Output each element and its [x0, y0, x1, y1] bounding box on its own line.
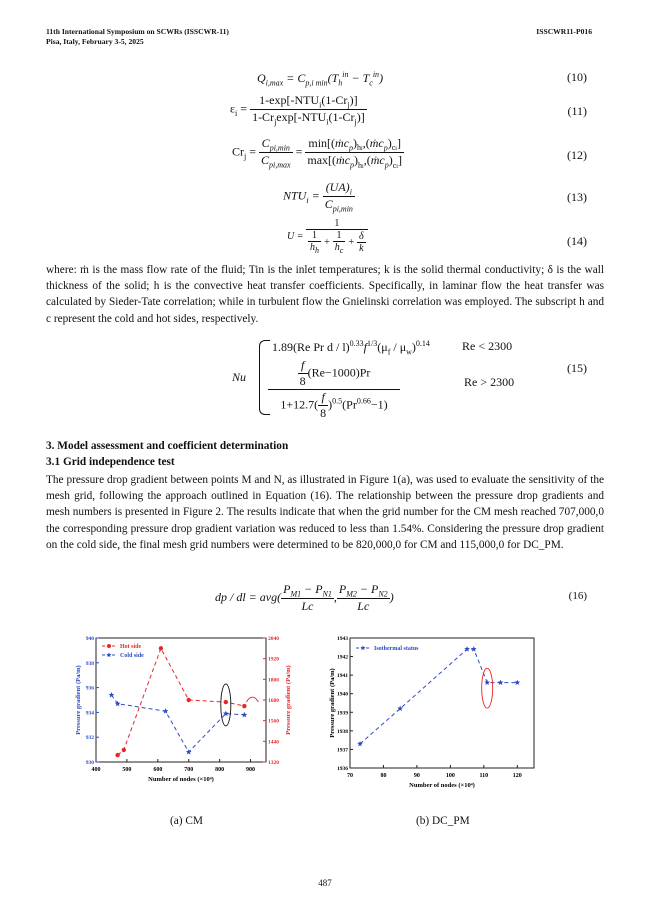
- eq15-case1-condition: Re < 2300: [462, 339, 513, 353]
- eq11-denominator: 1-Cr: [252, 110, 275, 125]
- y-right-tick-label: 1560: [268, 718, 279, 725]
- eq15-number: (15): [567, 361, 587, 375]
- hot-side-point: [224, 700, 228, 704]
- annotation-ellipse: [221, 684, 231, 726]
- eq15-case1: 1.89(Re Pr d / $l)^{0.33}f^{1/3}(\mu_f / \mu_w)^{0.14}$: [272, 339, 430, 357]
- annotation-ellipse: [482, 668, 493, 708]
- isothermal-point: [498, 680, 504, 685]
- y-left-tick-label: 940: [85, 636, 94, 642]
- paragraph-nomenclature: where: ṁ is the mass flow rate of the fluid; Tin is the inlet temperatures; k is the solid thermal conductivity; δ is the wall thickness of the solid; h is the convective heat transfer coefficients. Specifically, in laminar flow the heat transfer was calculated by Sieder-Tate correlation; while in turbulent flow the Gnielinski correlation was employed. The subscript h and c represent the cold and hot sides, respectively.: [46, 264, 604, 325]
- eq16-lhs: dp / dl = avg(: [215, 589, 282, 604]
- y-right-tick-label: 1680: [268, 698, 279, 704]
- y-tick-label: 1941: [337, 673, 348, 680]
- eq13-denominator: C: [324, 197, 333, 212]
- y-axis-label: Pressure gradient (Pa/m): [329, 668, 336, 738]
- eq16-body: dp / dl = avg( $\frac{P_{M1} - P_{N1}}{Lc}$ , $\frac{P_{M2} - P_{N2}}{Lc}$ ): [215, 582, 394, 614]
- plot-frame: [350, 638, 534, 768]
- x-tick-label: 120: [512, 773, 522, 779]
- x-tick-label: 800: [215, 767, 225, 773]
- x-tick-label: 500: [122, 767, 132, 773]
- section-3-1-heading: 3.1 Grid independence test: [46, 456, 175, 468]
- x-axis-label: Number of nodes (×10⁴): [148, 776, 214, 783]
- eq14-number: (14): [567, 234, 587, 248]
- cold-side-point: [186, 749, 192, 754]
- y-right-tick-label: 1920: [268, 656, 279, 663]
- legend-marker-hot: [107, 644, 111, 648]
- eq13-number: (13): [567, 190, 587, 204]
- eq14-body: U = 1 $\frac{1}{h_h}$ + $\frac{1}{h_c}$ + $\frac{\delta}{k}$: [287, 218, 368, 255]
- page-number: 487: [318, 878, 332, 888]
- y-left-axis-label: Pressure gradient (Pa/m): [75, 665, 82, 735]
- y-tick-label: 1938: [337, 728, 348, 735]
- cold-side-point: [109, 692, 115, 697]
- y-right-tick-label: 1440: [268, 739, 279, 746]
- legend-label-cold: Cold side: [120, 653, 144, 659]
- eq11-numerator: 1-exp[-NTU: [259, 93, 320, 107]
- paragraph-grid-test: The pressure drop gradient between points M and N, as illustrated in Figure 1(a), was used to evaluate the sensitivity of the mesh grid, following the approach outlined in Equation (16). The relationship between the pressure drop gradients and mesh numbers is presented in Figure 2. The results indicate that when the grid number for the CM mesh reached 707,000,0 the corresponding pressure drop gradient variation was reduced to less than 1.54%. Considering the pressure drop gradient on the cold side, the final mesh grid numbers were determined to be 820,000,0 for CM and 115,000,0 for DC_PM.: [46, 474, 604, 551]
- eq13-body: $NTU_i$ = $\frac{(UA)_i}{C_{pi,min}}$: [283, 180, 353, 214]
- eq12-body: $Cr_j$ = $\frac{C_{pi,min}}{C_{pi,max}}$ = $\frac{\min[(ṁc_p)_{hi},(ṁc_p)_{ci}]}{\max[(ṁc_p)_{hi},(ṁc_p)_{ci}]}$: [232, 136, 402, 170]
- chart-cm: [74, 632, 304, 794]
- x-tick-label: 100: [445, 773, 455, 779]
- cold-side-point: [242, 712, 248, 717]
- y-tick-label: 1939: [337, 710, 348, 717]
- eq16-den1: Lc: [301, 599, 314, 614]
- y-tick-label: 1940: [337, 691, 348, 698]
- hot-side-point: [159, 646, 163, 650]
- series-line-isothermal: [360, 649, 517, 744]
- eq15-case2: $\frac{f}{8}$ (Re−1000)Pr 1+12.7( $\frac{f}{8}$ )$^{0.5}(Pr^{0.66}-1)$: [268, 358, 400, 421]
- y-left-tick-label: 936: [85, 685, 94, 692]
- x-tick-label: 110: [479, 773, 489, 779]
- x-tick-label: 80: [380, 773, 387, 779]
- y-right-tick-label: 1800: [268, 677, 279, 684]
- y-right-tick-label: 2040: [268, 636, 279, 642]
- eq15-case1-text: 1.89(Re Pr d / l): [272, 340, 350, 354]
- y-left-tick-label: 938: [85, 660, 94, 667]
- y-tick-label: 1943: [337, 636, 348, 642]
- caption-a: (a) CM: [170, 815, 203, 827]
- chart-dc-pm: [328, 632, 548, 794]
- eq10-body: $Q_{i,max} = C_{p,i min}(T_h^{in} - T_c^{in})$: [257, 70, 384, 88]
- x-tick-label: 600: [153, 767, 163, 773]
- y-left-tick-label: 934: [85, 710, 94, 717]
- eq10-number: (10): [567, 70, 587, 84]
- legend-marker-isothermal: [361, 645, 366, 650]
- isothermal-point: [471, 646, 477, 651]
- hot-side-point: [242, 704, 246, 708]
- legend-label-isothermal: Isothermal status: [374, 646, 419, 652]
- y-right-axis-label: Pressure gradient (Pa/m): [285, 665, 292, 735]
- eq11-number: (11): [567, 104, 587, 118]
- x-tick-label: 700: [184, 767, 194, 773]
- x-axis-label: Number of nodes (×10⁴): [409, 782, 475, 789]
- y-left-tick-label: 932: [85, 735, 94, 742]
- y-left-tick-label: 930: [85, 760, 94, 766]
- conference-location: Pisa, Italy, February 3-5, 2025: [46, 37, 144, 46]
- x-tick-label: 70: [347, 773, 353, 779]
- legend-marker-cold: [107, 652, 112, 657]
- isothermal-point: [484, 680, 490, 685]
- section-3-heading: 3. Model assessment and coefficient determination: [46, 440, 289, 452]
- hot-side-point: [187, 698, 191, 702]
- x-tick-label: 900: [246, 767, 256, 773]
- eq12-lhs: Cr: [232, 144, 244, 159]
- isothermal-point: [514, 680, 520, 685]
- eq16-den2: Lc: [357, 599, 370, 614]
- legend-label-hot: Hot side: [120, 644, 142, 650]
- eq12-number: (12): [567, 148, 587, 162]
- conference-title: [46, 27, 229, 47]
- eq13-numerator: (UA): [325, 180, 350, 194]
- hot-side-point: [115, 753, 119, 757]
- paper-id: ISSCWR11-P016: [536, 27, 592, 36]
- eq15-case2-condition: Re > 2300: [464, 375, 515, 389]
- hot-side-point: [122, 748, 126, 752]
- eq13-lhs: NTU: [283, 188, 307, 203]
- caption-b: (b) DC_PM: [416, 815, 470, 827]
- x-tick-label: 90: [413, 773, 420, 779]
- eq11-lhs: ε: [230, 101, 236, 116]
- eq14-lhs: U =: [287, 230, 304, 242]
- x-tick-label: 400: [91, 767, 101, 773]
- eq11-body: $\varepsilon_i$ = $\frac{1-\exp[-NTU_i(1-Cr_j)]}{1-Cr_j\exp[-NTU_i(1-Cr_j)]}$: [230, 93, 365, 127]
- y-tick-label: 1942: [337, 654, 348, 661]
- eq15-lhs: Nu: [232, 370, 247, 384]
- cold-side-point: [163, 708, 169, 713]
- y-right-tick-label: 1320: [268, 760, 279, 766]
- annotation-arrow: [246, 697, 258, 702]
- conference-name: 11th International Symposium on SCWRs (ISSCWR-11): [46, 27, 229, 36]
- y-tick-label: 1937: [337, 747, 348, 754]
- y-tick-label: 1936: [337, 766, 348, 772]
- eq16-number: (16): [568, 590, 587, 602]
